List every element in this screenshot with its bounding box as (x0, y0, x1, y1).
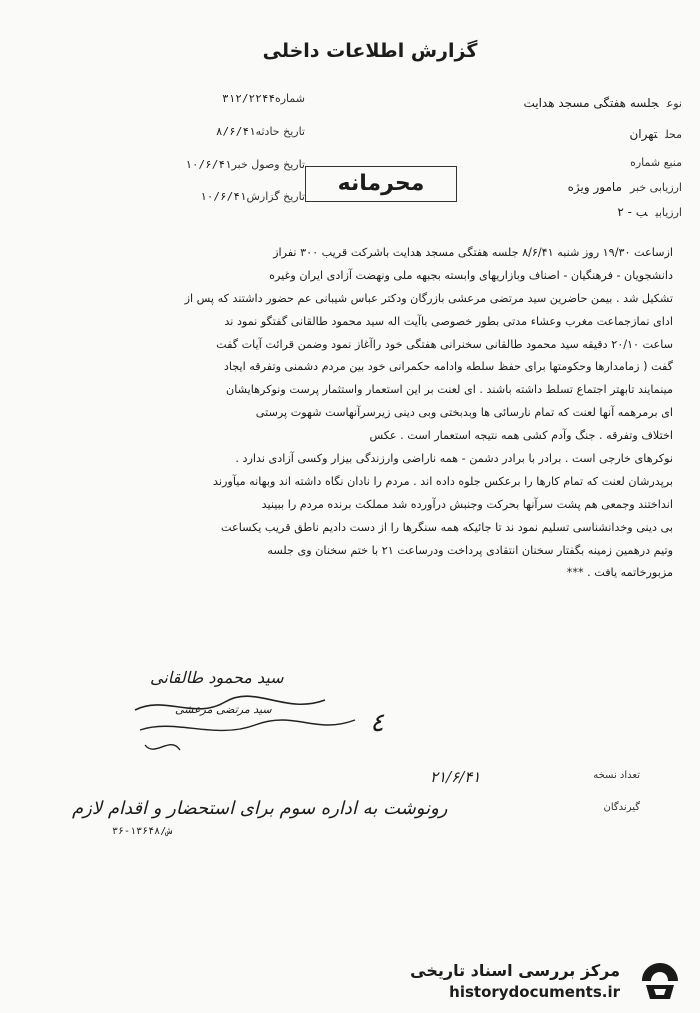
copies-label: تعداد نسخه (593, 770, 640, 781)
body-line: بی دینی وخدانشناسی تسلیم نمود ند تا جائیکه همه سنگرها را از دست دادیم ناطق قریب یکساعت (221, 520, 673, 534)
meta-location (442, 127, 682, 141)
body-line: انداختند وجمعی هم پشت سرآنها بحرکت وجنبش درآورده شد مملکت برنده مردم را ببینید (261, 497, 673, 511)
body-line: ازساعت ۱۹/۳۰ روز شنبه ۸/۶/۴۱ جلسه هفتگی مسجد هدایت باشرکت قریب ۳۰۰ نفراز (273, 246, 673, 259)
confidential-stamp: محرمانه (305, 166, 457, 202)
body-line: وتیم درهمین زمینه بگفتار سخنان انتقادی پرداخت ودرساعت ۲۱ با ختم سخنان وی جلسه (267, 543, 673, 557)
handwritten-mark: ٤ (370, 708, 384, 738)
handwritten-note: رونوشت به اداره سوم برای استحضار و اقدام لازم (72, 798, 448, 819)
body-line: تشکیل شد . بیمن حاضرین سید مرتضی مرعشی بازرگان ودکتر عباس شیبانی عم حضور داشتند که پس از (184, 291, 673, 305)
meta-rating (442, 205, 682, 219)
meta-label: منبع شماره (630, 156, 682, 169)
body-line: ای برمرهمه آنها لعنت که تمام نارسائی ها وبدبختی وبی دینی زیرسرآنهاست شهوت پرستی (255, 406, 673, 420)
meta-value: ۱۰/۶/۴۱ (185, 158, 232, 171)
report-body (88, 242, 673, 585)
body-line: مینمایند تابهتر اجتماع تسلط داشته باشند . ای لعنت بر این استعمار واستثمار پرست ونوکرهایشان (226, 383, 673, 397)
body-line: ادای نمازجماعت مغرب وعشاء مدتی بطور خصوصی باآیت اله سید محمود طالقانی گفتگو نمود ند (224, 314, 673, 328)
body-line: دانشجویان - فرهنگیان - اصناف وبازاریهای وابسته بجبهه ملی ونهضت آزادی ایران وغیره (269, 268, 673, 282)
meta-value: تهران (629, 127, 658, 141)
meta-type (442, 96, 682, 110)
body-line: گفت ( زمامدارها وحکومتها برای حفظ سلطه وادامه حکمرانی خود بین مردم دشمنی وتفرقه ایجاد (223, 360, 673, 374)
footer-reference: ش/۱۳۶۴۸-۳۶ (112, 826, 173, 837)
meta-label: نوع (666, 97, 682, 110)
watermark-en: historydocuments.ir (449, 983, 620, 1001)
watermark-fa: مرکز بررسی اسناد تاریخی (410, 961, 620, 980)
meta-label: ارزیابی خبر (629, 181, 682, 194)
meta-label: ارزیابی (655, 206, 682, 219)
body-line: برپدرشان لعنت که تمام کارها را برعکس جلوه داده اند . مردم را نادان نگاه داشته اند وبهانه میآورند (213, 474, 673, 488)
meta-value: ۱۰/۶/۴۱ (200, 190, 247, 203)
meta-value: ب - ۲ (617, 205, 648, 219)
handwritten-date: ۲۱/۶/۴۱ (430, 768, 481, 786)
meta-value: مامور ویژه (567, 180, 622, 194)
meta-value: جلسه هفتگی مسجد هدایت (523, 96, 659, 110)
meta-label: شماره (274, 92, 305, 105)
meta-label: تاریخ حادثه (255, 125, 305, 138)
meta-value: ۳۱۲/۲۲۴۴ (222, 92, 275, 105)
meta-label: محل (665, 128, 682, 141)
meta-received-date (120, 158, 305, 171)
document-title: گزارش اطلاعات داخلی (262, 40, 478, 62)
signature-scribble (125, 690, 375, 760)
body-line: ساعت ۲۰/۱۰ دقیقه سید محمود طالقانی سخنرانی هفتگی خود راآغاز نمود وضمن قرائت آیات گفت (216, 337, 673, 351)
meta-label: تاریخ وصول خبر (231, 158, 305, 171)
archive-logo-icon (638, 959, 682, 1003)
signature-2: سید مرتضی مرعشی (175, 703, 272, 716)
recipients-label: گیرندگان (603, 802, 640, 813)
body-line: اختلاف وتفرقه . جنگ وآدم کشی همه نتیجه استعمار است . عکس (369, 429, 673, 443)
signature-1: سید محمود طالقانی (150, 668, 284, 687)
watermark (410, 955, 690, 1005)
body-line: مزبورخاتمه یافت . *** (566, 566, 673, 580)
meta-value: ۸/۶/۴۱ (215, 125, 256, 138)
meta-source-number (442, 155, 682, 169)
meta-number (120, 92, 305, 105)
meta-source-evaluation (442, 180, 682, 194)
body-line: نوکرهای خارجی است . برادر با برادر دشمن - همه ناراضی وارزندگی بیزار وکسی آزادی ندارد . (235, 452, 673, 466)
meta-report-date (120, 190, 305, 203)
meta-label: تاریخ گزارش (246, 190, 305, 203)
meta-incident-date (120, 125, 305, 138)
